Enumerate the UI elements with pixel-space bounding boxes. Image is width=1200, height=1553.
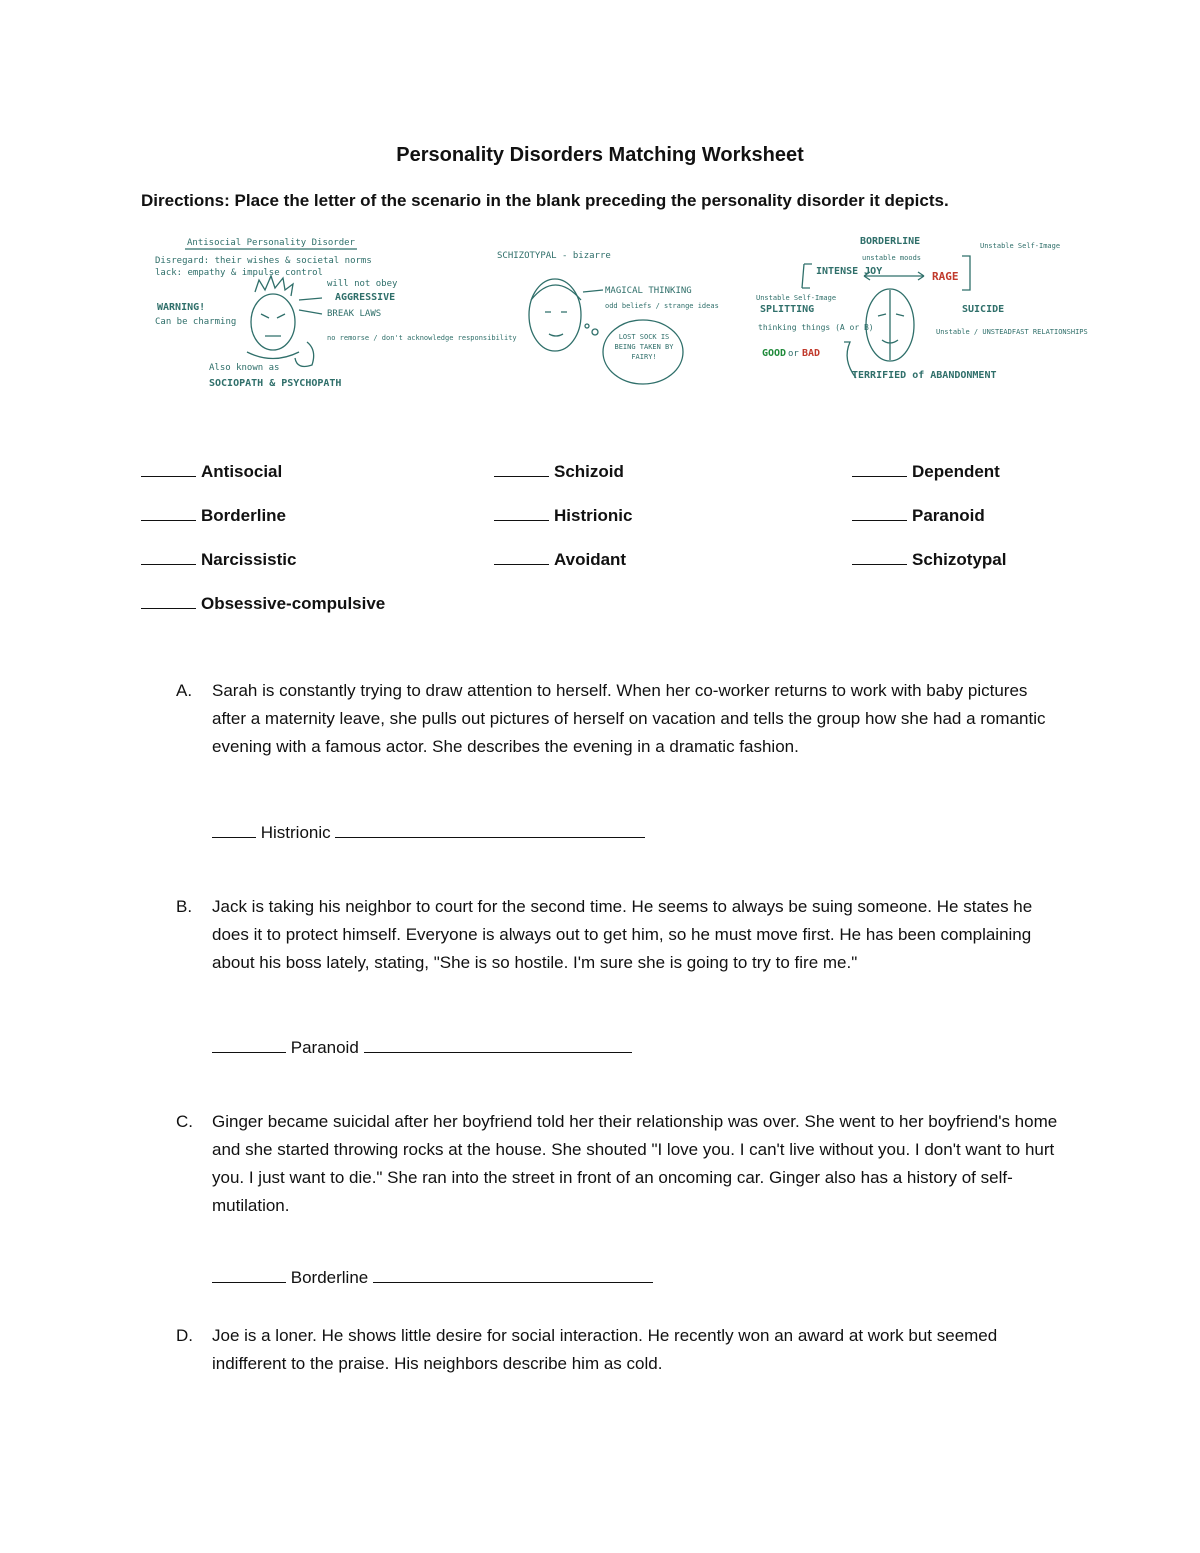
scenario-text: Ginger became suicidal after her boyfriend told her their relationship was over. She went to her boyfriend's home and she started throwing rocks at the house. She shouted "I love you. I can't live without you. I don't want to hurt you. I just want to die." She ran into the street in front of an oncoming car. Ginger also has a history of self-mutilation. — [212, 1112, 1058, 1215]
answer-blank[interactable] — [494, 504, 549, 521]
sketch-heading: SCHIZOTYPAL - bizarre — [497, 251, 611, 261]
scenario-letter: A. — [176, 681, 193, 700]
answer-line[interactable] — [335, 821, 645, 838]
disorder-label: Narcissistic — [201, 550, 297, 569]
disorder-label: Antisocial — [201, 462, 283, 481]
sketch-note: or — [788, 349, 799, 359]
disorder-item — [141, 548, 296, 570]
scenario-letter: D. — [176, 1326, 193, 1345]
sketch-heading: BORDERLINE — [860, 236, 921, 247]
sketch-note: odd beliefs / strange ideas — [605, 302, 719, 310]
sketch-warning: WARNING! — [157, 302, 206, 313]
directions: Directions: Place the letter of the scenario in the blank preceding the personality disorder it depicts. — [141, 191, 949, 210]
answer-text: Histrionic — [260, 823, 331, 842]
distressed-face-icon — [844, 289, 914, 378]
sketch-note: Can be charming — [155, 317, 237, 327]
answer-blank[interactable] — [212, 1036, 286, 1053]
disorder-label: Avoidant — [554, 550, 627, 569]
sketch-note: AGGRESSIVE — [335, 292, 396, 303]
disorder-label: Histrionic — [554, 506, 633, 525]
scenario-letter: B. — [176, 897, 193, 916]
thought-bubble — [603, 320, 683, 384]
sketch-note: SUICIDE — [962, 304, 1005, 315]
disorder-label: Paranoid — [912, 506, 985, 525]
sketch-note: Also known as — [209, 363, 280, 373]
sketch-note: no remorse / don't acknowledge responsibility — [327, 334, 517, 342]
disorder-item — [852, 548, 1006, 570]
page-title: Personality Disorders Matching Worksheet — [396, 144, 804, 166]
answer-blank[interactable] — [141, 460, 196, 477]
disorder-item — [141, 460, 282, 482]
sketch-note: MAGICAL THINKING — [605, 286, 692, 296]
disorder-item — [141, 592, 385, 614]
sketch-note: Unstable / UNSTEADFAST RELATIONSHIPS — [936, 328, 1088, 336]
disorder-item — [852, 504, 985, 526]
scenario-letter: C. — [176, 1112, 193, 1131]
sketch-note: Disregard: their wishes & societal norms — [155, 256, 372, 266]
sketch-note: INTENSE JOY — [816, 266, 883, 277]
scenario-d — [176, 1322, 1076, 1382]
scenario-text: Joe is a loner. He shows little desire for social interaction. He recently won an award at work but seemed indifferent to the praise. His neighbors describe him as cold. — [212, 1326, 998, 1373]
sketch-note: BREAK LAWS — [327, 309, 382, 319]
sketch-note: BAD — [802, 348, 821, 359]
disorder-item — [852, 460, 1000, 482]
scenario-b-answer[interactable] — [212, 1036, 632, 1058]
answer-blank[interactable] — [852, 504, 907, 521]
disorder-label: Obsessive-compulsive — [201, 594, 386, 613]
answer-line[interactable] — [373, 1266, 653, 1283]
answer-blank[interactable] — [852, 460, 907, 477]
sketch-note: SPLITTING — [760, 304, 815, 315]
answer-blank[interactable] — [141, 504, 196, 521]
disorder-item — [494, 548, 626, 570]
answer-blank[interactable] — [141, 592, 196, 609]
disorder-label: Schizotypal — [912, 550, 1007, 569]
scenario-c-answer[interactable] — [212, 1266, 653, 1288]
angry-face-icon — [247, 276, 322, 366]
answer-blank[interactable] — [494, 548, 549, 565]
answer-blank[interactable] — [212, 1266, 286, 1283]
sketch-note: GOOD — [762, 348, 787, 359]
disorder-label: Schizoid — [554, 462, 624, 481]
disorder-item — [141, 504, 286, 526]
sketch-note: thinking things (A or B) — [758, 323, 874, 332]
sketch-note: SOCIOPATH & PSYCHOPATH — [209, 378, 342, 389]
disorder-item — [494, 460, 624, 482]
sketch-note: Unstable Self-Image — [756, 294, 837, 302]
sketch-heading: Antisocial Personality Disorder — [187, 238, 355, 248]
answer-blank[interactable] — [852, 548, 907, 565]
schizotypal-sketch — [493, 230, 719, 395]
disorder-item — [494, 504, 632, 526]
answer-text: Borderline — [290, 1268, 369, 1287]
thinking-face-icon — [529, 279, 603, 351]
disorder-label: Dependent — [912, 462, 1000, 481]
answer-text: Paranoid — [290, 1038, 359, 1057]
answer-blank[interactable] — [141, 548, 196, 565]
scenario-text: Jack is taking his neighbor to court for the second time. He seems to always be suing someone. He states he does it to protect himself. Everyone is always out to get him, so he must move first. He has been complaining about his boss lately, stating, "She is so hostile. I'm sure she is going to try to fire me." — [212, 897, 1033, 972]
borderline-sketch — [752, 230, 1088, 395]
sketch-note: Unstable Self-Image — [980, 242, 1061, 250]
sketch-note: lack: empathy & impulse control — [155, 268, 323, 278]
scenario-text: Sarah is constantly trying to draw attention to herself. When her co-worker returns to work with baby pictures after a maternity leave, she pulls out pictures of herself on vacation and tells the group how she had a romantic evening with a famous actor. She describes the evening in a dramatic fashion. — [212, 681, 1046, 756]
answer-blank[interactable] — [494, 460, 549, 477]
disorder-label: Borderline — [201, 506, 287, 525]
sketch-note: will not obey — [327, 279, 398, 289]
sketch-note: TERRIFIED of ABANDONMENT — [852, 370, 997, 381]
sketch-note: RAGE — [932, 270, 959, 283]
scenario-a — [176, 677, 1076, 792]
sketch-note: unstable moods — [862, 254, 922, 262]
bubble-text: LOST SOCK IS BEING TAKEN BY FAIRY! — [614, 333, 674, 361]
scenario-b — [176, 893, 1076, 1008]
answer-line[interactable] — [364, 1036, 632, 1053]
antisocial-sketch — [147, 230, 517, 395]
scenario-c — [176, 1108, 1076, 1223]
scenario-a-answer[interactable] — [212, 821, 645, 843]
answer-blank[interactable] — [212, 821, 256, 838]
